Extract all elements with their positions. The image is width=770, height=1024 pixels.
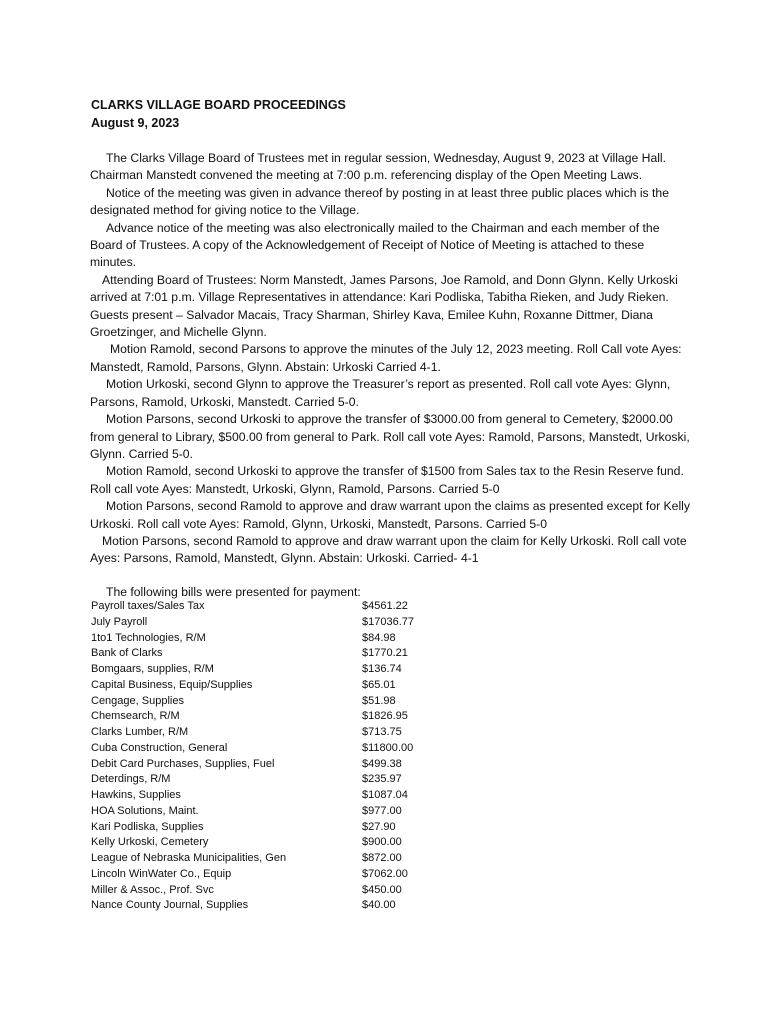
bill-payee: July Payroll [91,615,148,628]
paragraph: Advance notice of the meeting was also electronically mailed to the Chairman and each member of the Board of Trustees. A copy of the Acknowledgement of Receipt of Notice of Meeting is attached to these minutes. [90,220,660,270]
bill-amount: $1826.95 [362,710,408,723]
bill-payee: HOA Solutions, Maint. [91,804,199,817]
bill-payee: Nance County Journal, Supplies [91,899,249,912]
bill-payee: Cuba Construction, General [91,741,228,754]
bill-payee: Bomgaars, supplies, R/M [91,663,214,675]
bill-amount: $713.75 [362,726,402,738]
bill-payee: Chemsearch, R/M [91,710,180,723]
bill-row [91,709,414,725]
bill-payee: 1to1 Technologies, R/M [91,631,206,644]
bills-list [91,599,414,914]
bill-row [91,820,414,836]
bill-amount: $872.00 [362,852,402,864]
bill-row [91,631,414,647]
bill-amount: $235.97 [362,773,402,786]
bill-row [91,678,414,694]
bill-amount: $1087.04 [362,789,408,801]
bill-payee: Debit Card Purchases, Supplies, Fuel [91,757,275,770]
bill-amount: $11800.00 [362,741,414,754]
minutes-body [90,150,690,568]
bill-row [91,883,414,899]
bill-amount: $27.90 [362,820,396,833]
bill-payee: Bank of Clarks [91,647,163,660]
bill-payee: Kari Podliska, Supplies [91,820,204,833]
bill-row [91,662,414,678]
bill-amount: $1770.21 [362,647,408,660]
bill-amount: $900.00 [362,836,402,849]
bill-payee: Hawkins, Supplies [91,789,181,801]
bill-amount: $84.98 [362,631,396,644]
bill-amount: $499.38 [362,757,402,770]
bill-row [91,851,414,867]
paragraph: Motion Ramold, second Parsons to approve the minutes of the July 12, 2023 meeting. Roll Call vote Ayes: Manstedt, Ramold, Parsons, Glynn. Abstain: Urkoski Carried 4-1. [90,342,682,374]
bill-payee: Deterdings, R/M [91,773,171,786]
bill-row [91,694,414,710]
bill-row [91,867,414,883]
bill-payee: Cengage, Supplies [91,694,184,707]
paragraph: The Clarks Village Board of Trustees met in regular session, Wednesday, August 9, 2023 at Village Hall. Chairman Manstedt convened the meeting at 7:00 p.m. referencing display of the Open Meeting Laws. [90,151,667,183]
bill-amount: $4561.22 [362,600,408,612]
document-title: CLARKS VILLAGE BOARD PROCEEDINGS [91,98,346,112]
paragraph: Motion Ramold, second Urkoski to approve the transfer of $1500 from Sales tax to the Resin Reserve fund. Roll call vote Ayes: Manstedt, Urkoski, Glynn, Ramold, Parsons. Carried 5-0 [90,464,684,496]
paragraph: Attending Board of Trustees: Norm Manstedt, James Parsons, Joe Ramold, and Donn Glynn. Kelly Urkoski arrived at 7:01 p.m. Village Representatives in attendance: Kari Podliska, Tabitha Rieken, and Judy Rieken. Guests present – Salvador Macais, Tracy Sharman, Shirley Kava, Emilee Kuhn, Roxanne Dittmer, Diana Groetzinger, and Michelle Glynn. [90,272,678,340]
paragraph: Motion Parsons, second Ramold to approve and draw warrant upon the claims as presented except for Kelly Urkoski. Roll call vote Ayes: Ramold, Glynn, Urkoski, Manstedt, Parsons. Carried 5-0 [90,499,690,531]
paragraph: Motion Parsons, second Ramold to approve and draw warrant upon the claim for Kelly Urkoski. Roll call vote Ayes: Parsons, Ramold, Manstedt, Glynn. Abstain: Urkoski. Carried- 4-1 [90,533,687,566]
paragraph: Notice of the meeting was given in advance thereof by posting in at least three public places which is the designated method for giving notice to the Village. [90,185,669,218]
bill-amount: $977.00 [362,804,402,817]
bill-payee: Clarks Lumber, R/M [91,726,189,738]
bill-payee: Lincoln WinWater Co., Equip [91,867,232,880]
bill-row [91,835,414,851]
bill-amount: $17036.77 [362,615,414,628]
bill-amount: $450.00 [362,883,402,896]
bill-amount: $40.00 [362,899,396,912]
bill-row [91,646,414,662]
bill-payee: League of Nebraska Municipalities, Gen [91,852,287,864]
bill-row [91,725,414,741]
bill-payee: Payroll taxes/Sales Tax [91,600,205,612]
bill-row [91,898,414,914]
bill-row [91,741,414,757]
meeting-date: August 9, 2023 [91,116,180,130]
paragraph: Motion Urkoski, second Glynn to approve the Treasurer’s report as presented. Roll call vote Ayes: Glynn, Parsons, Ramold, Urkoski, Manstedt. Carried 5-0. [90,377,671,409]
bill-amount: $51.98 [362,694,396,707]
bill-row [91,599,414,615]
bill-payee: Capital Business, Equip/Supplies [91,678,253,691]
bill-payee: Kelly Urkoski, Cemetery [91,836,209,849]
bill-row [91,757,414,773]
bill-row [91,772,414,788]
bill-row [91,615,414,631]
bill-amount: $136.74 [362,663,402,675]
bill-payee: Miller & Assoc., Prof. Svc [91,883,214,896]
paragraph: Motion Parsons, second Urkoski to approve the transfer of $3000.00 from general to Cemetery, $2000.00 from general to Library, $500.00 from general to Park. Roll call vote Ayes: Ramold, Parsons, Manstedt, Urkoski, Glynn. Carried 5-0. [90,412,690,461]
document-header [91,96,346,132]
bill-amount: $65.01 [362,678,396,691]
bills-intro: The following bills were presented for payment: [106,585,361,599]
bill-row [91,788,414,804]
bill-amount: $7062.00 [362,867,408,880]
bill-row [91,804,414,820]
